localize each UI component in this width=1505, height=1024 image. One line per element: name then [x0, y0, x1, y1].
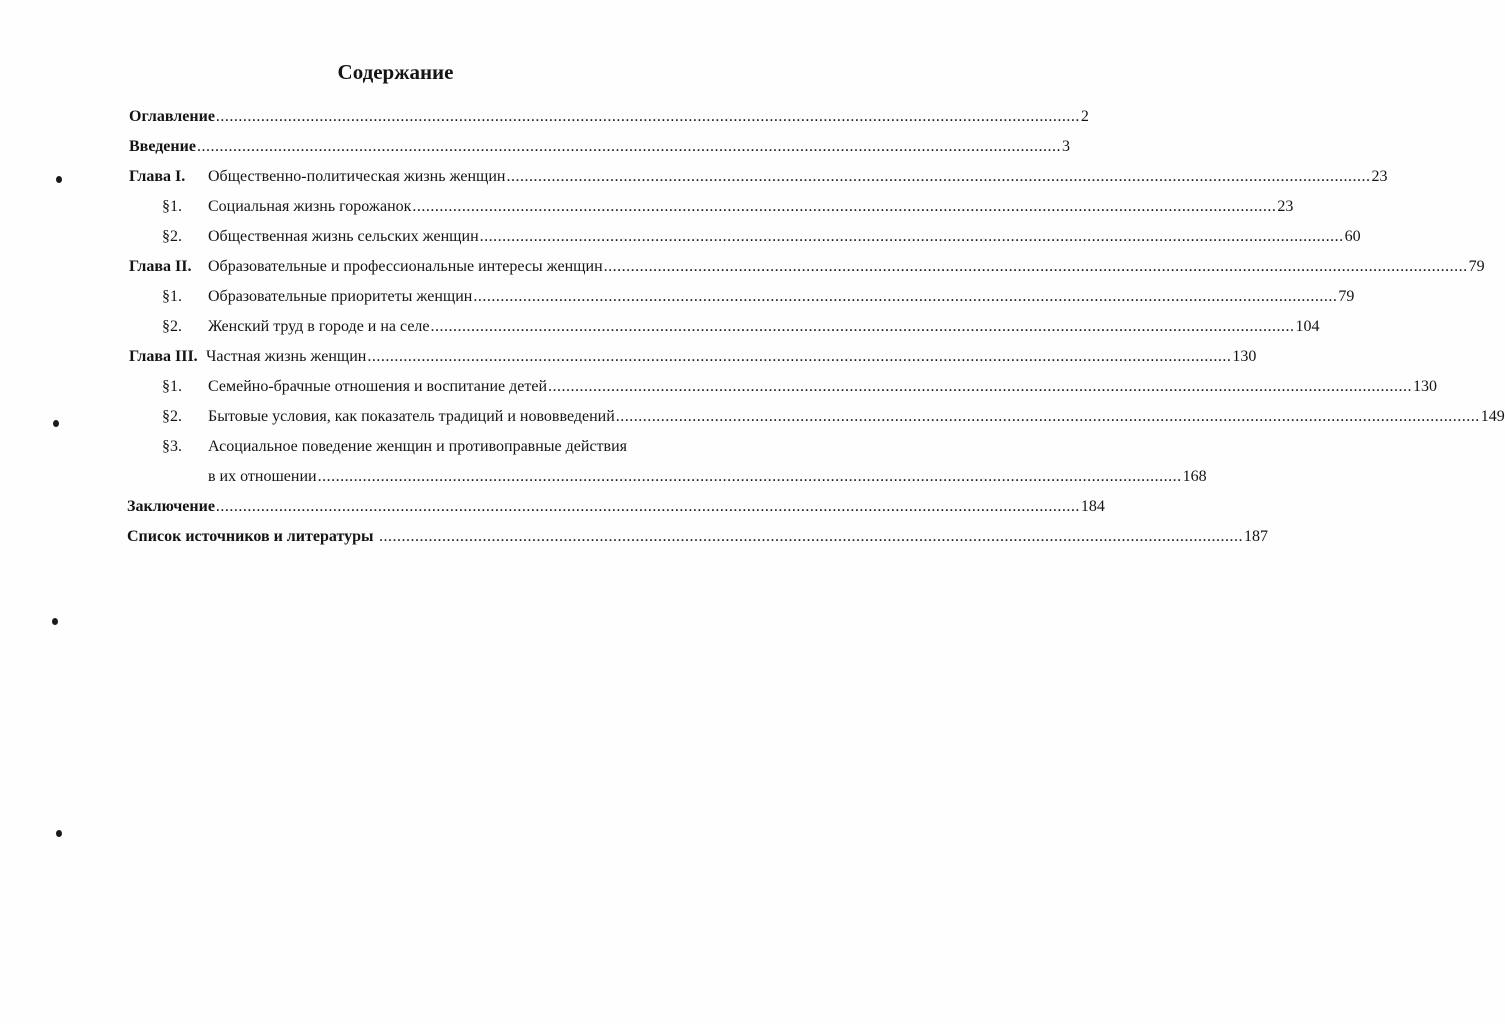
toc-entry-text: в их отношении: [208, 468, 317, 485]
section-label: §1.: [162, 198, 182, 215]
toc-section-1-1[interactable]: [129, 196, 1294, 218]
chapter-label: Глава II.: [129, 258, 192, 275]
toc-chapter-1[interactable]: [129, 166, 1388, 188]
section-label: §2.: [162, 318, 182, 335]
toc-page-number: 168: [1182, 468, 1207, 485]
toc-page-number: 23: [1371, 168, 1388, 185]
toc-section-3-1[interactable]: [129, 376, 1438, 398]
toc-entry-introduction[interactable]: [129, 136, 1070, 158]
toc-chapter-2[interactable]: [129, 256, 1485, 278]
toc-section-2-2[interactable]: [129, 316, 1320, 338]
leader-dots: ................................................................................................................................................................................................: [603, 258, 1468, 275]
toc-page-number: 60: [1344, 228, 1361, 245]
toc-page-number: 23: [1277, 198, 1294, 215]
section-label: §1.: [162, 288, 182, 305]
section-label: §3.: [162, 438, 182, 455]
toc-section-2-1[interactable]: [129, 286, 1355, 308]
toc-entry-text: Женский труд в городе и на селе: [208, 318, 430, 335]
section-label: §2.: [162, 408, 182, 425]
leader-dots: ................................................................................................................................................................................................: [506, 168, 1371, 185]
leader-dots: ................................................................................................................................................................................................: [374, 528, 1243, 545]
toc-entry-bibliography[interactable]: [127, 526, 1268, 548]
toc-page-number: 130: [1413, 378, 1438, 395]
toc-page-number: 130: [1232, 348, 1257, 365]
section-label: §2.: [162, 228, 182, 245]
leader-dots: ................................................................................................................................................................................................: [215, 108, 1080, 125]
toc-entry-text: Частная жизнь женщин: [206, 348, 367, 365]
chapter-label: Глава III.: [129, 348, 198, 365]
toc-page-number: 187: [1243, 528, 1268, 545]
leader-dots: ................................................................................................................................................................................................: [479, 228, 1344, 245]
leader-dots: ................................................................................................................................................................................................: [615, 408, 1480, 425]
section-label: §1.: [162, 378, 182, 395]
toc-entry-text: Образовательные приоритеты женщин: [208, 288, 473, 305]
toc-entry-contents[interactable]: [129, 106, 1089, 128]
toc-section-3-3[interactable]: [129, 436, 726, 458]
toc-section-3-3-continued[interactable]: [129, 466, 1207, 488]
scan-mark: [53, 420, 59, 427]
toc-entry-text: Заключение: [127, 498, 215, 515]
toc-entry-text: Введение: [129, 138, 196, 155]
chapter-label: Глава I.: [129, 168, 186, 185]
toc-section-1-2[interactable]: [129, 226, 1361, 248]
toc-page-number: 79: [1468, 258, 1485, 275]
page-title: Содержание: [337, 60, 454, 84]
toc-entry-text: Бытовые условия, как показатель традиций и нововведений: [208, 408, 615, 425]
scan-mark: [52, 618, 58, 625]
toc-chapter-3[interactable]: [129, 346, 1257, 368]
toc-entry-text: Общественная жизнь сельских женщин: [208, 228, 479, 245]
leader-dots: ................................................................................................................................................................................................: [367, 348, 1232, 365]
toc-page-number: 184: [1080, 498, 1105, 515]
toc-entry-text: Список источников и литературы: [127, 528, 374, 545]
toc-entry-conclusion[interactable]: [127, 496, 1105, 518]
toc-page-number: 2: [1080, 108, 1089, 125]
toc-page-number: 79: [1338, 288, 1355, 305]
toc-entry-text: Оглавление: [129, 108, 215, 125]
leader-dots: ................................................................................................................................................................................................: [412, 198, 1277, 215]
toc-entry-text: Социальная жизнь горожанок: [208, 198, 412, 215]
leader-dots: ................................................................................................................................................................................................: [215, 498, 1080, 515]
leader-dots: ................................................................................................................................................................................................: [196, 138, 1061, 155]
leader-dots: ................................................................................................................................................................................................: [548, 378, 1413, 395]
toc-page-number: 149: [1480, 408, 1505, 425]
toc-page-number: 104: [1295, 318, 1320, 335]
toc-entry-text: Семейно-брачные отношения и воспитание детей: [208, 378, 548, 395]
scan-mark: [56, 830, 62, 837]
scan-mark: [56, 176, 62, 183]
toc-entry-text: Асоциальное поведение женщин и противоправные действия: [208, 438, 628, 455]
toc-entry-text: Образовательные и профессиональные интересы женщин: [208, 258, 603, 275]
toc-page-number: 3: [1061, 138, 1070, 155]
leader-dots: ................................................................................................................................................................................................: [473, 288, 1338, 305]
leader-dots: ................................................................................................................................................................................................: [317, 468, 1182, 485]
leader-dots: ................................................................................................................................................................................................: [430, 318, 1295, 335]
toc-section-3-2[interactable]: [129, 406, 1505, 428]
toc-entry-text: Общественно-политическая жизнь женщин: [208, 168, 506, 185]
